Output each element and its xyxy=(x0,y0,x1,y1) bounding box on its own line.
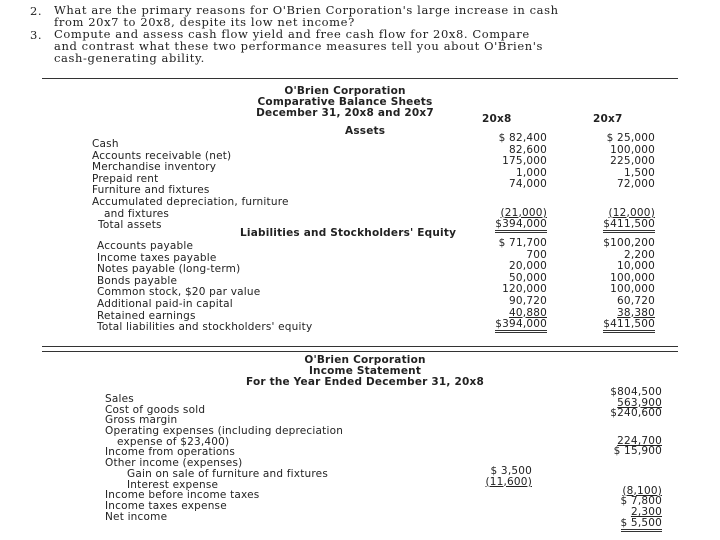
value-cell: 120,000 xyxy=(502,283,547,296)
value-cell: 2,300 xyxy=(630,505,662,518)
value-cell: 2,200 xyxy=(623,248,655,261)
col-header-20x7: 20x7 xyxy=(593,113,623,125)
value-cell: $ 25,000 xyxy=(606,132,655,144)
income-label: Income taxes expense xyxy=(105,499,227,512)
income-label: Gain on sale of furniture and fixtures xyxy=(127,467,328,480)
value-cell xyxy=(462,191,547,203)
asset-label: Accumulated depreciation, furniture xyxy=(92,195,289,208)
income-label: Cost of goods sold xyxy=(105,403,206,416)
value-cell: $ 15,900 xyxy=(613,445,662,458)
liability-labels xyxy=(97,241,312,334)
income-label: Net income xyxy=(105,510,168,523)
value-cell xyxy=(470,437,532,448)
value-cell: (8,100) xyxy=(622,484,662,497)
value-cell: 100,000 xyxy=(610,271,655,284)
value-cell: $411,500 xyxy=(570,319,655,331)
income-label: Operating expenses (including depreciation xyxy=(105,425,344,438)
value-cell: 1,500 xyxy=(623,166,655,179)
income-label: expense of $23,400) xyxy=(117,435,230,448)
question-line: What are the primary reasons for O'Brien Corporation's large increase in cash xyxy=(54,3,559,17)
value-cell: $240,600 xyxy=(610,407,662,420)
asset-label: and fixtures xyxy=(104,207,170,220)
value-cell: 225,000 xyxy=(610,155,655,168)
asset-label: Prepaid rent xyxy=(92,172,159,185)
question-2 xyxy=(30,3,559,29)
liability-label: Bonds payable xyxy=(97,274,178,287)
liability-label: Additional paid-in capital xyxy=(97,297,233,310)
asset-label: Cash xyxy=(92,138,119,150)
value-cell xyxy=(582,457,662,468)
value-cell: 72,000 xyxy=(617,178,655,191)
balance-sheet-title: O'Brien Corporation Comparative Balance Sheets December 31, 20x8 and 20x7 xyxy=(256,85,434,119)
income-label: Income from operations xyxy=(105,446,236,459)
value-cell: $ 71,700 xyxy=(498,237,547,249)
value-cell: 224,700 xyxy=(617,434,662,447)
value-cell: 90,720 xyxy=(509,294,547,307)
value-cell: (11,600) xyxy=(485,475,532,488)
divider-middle xyxy=(42,346,678,347)
value-cell xyxy=(570,191,655,203)
value-cell: $411,500 xyxy=(570,219,655,231)
value-cell: 175,000 xyxy=(502,155,547,168)
value-cell xyxy=(582,419,662,430)
value-cell xyxy=(470,405,532,416)
value-cell xyxy=(470,426,532,437)
value-cell: (21,000) xyxy=(500,206,547,219)
value-cell: $ 5,500 xyxy=(582,518,662,529)
income-label: Sales xyxy=(105,393,134,405)
asset-label: Total assets xyxy=(98,219,162,232)
value-cell: $ 3,500 xyxy=(490,464,532,477)
value-cell xyxy=(470,394,532,405)
question-3 xyxy=(30,27,544,65)
liability-label: Income taxes payable xyxy=(97,251,217,264)
liability-label: Accounts payable xyxy=(97,240,194,252)
value-cell: (12,000) xyxy=(608,206,655,219)
value-cell: $ 7,800 xyxy=(620,495,662,508)
value-cell xyxy=(470,498,532,509)
question-line: Compute and assess cash flow yield and free cash flow for 20x8. Compare xyxy=(54,27,530,41)
value-cell: 100,000 xyxy=(610,283,655,296)
income-statement-title: O'Brien Corporation Income Statement For the Year Ended December 31, 20x8 xyxy=(246,354,484,388)
value-cell: 563,900 xyxy=(617,396,662,409)
liability-values-20x7 xyxy=(570,238,655,331)
value-cell xyxy=(470,509,532,520)
assets-heading: Assets xyxy=(345,125,386,137)
value-cell: $394,000 xyxy=(462,319,547,331)
liability-label: Common stock, $20 par value xyxy=(97,286,261,299)
liability-label: Retained earnings xyxy=(97,309,196,322)
asset-values-20x8 xyxy=(462,133,547,231)
question-line: and contrast what these two performance measures tell you about O'Brien's xyxy=(54,39,544,53)
value-cell: $394,000 xyxy=(462,219,547,231)
value-cell: 40,880 xyxy=(509,306,547,319)
income-mid-values xyxy=(470,394,532,519)
divider-middle-2 xyxy=(42,351,678,352)
income-right-values xyxy=(582,387,662,528)
income-label: Interest expense xyxy=(127,478,219,491)
income-label: Gross margin xyxy=(105,414,178,427)
value-cell: 50,000 xyxy=(509,271,547,284)
value-cell: $100,200 xyxy=(603,237,655,249)
value-cell xyxy=(470,447,532,458)
value-cell: 60,720 xyxy=(617,294,655,307)
income-labels xyxy=(105,394,343,522)
asset-values-20x7 xyxy=(570,133,655,231)
value-cell: 20,000 xyxy=(509,260,547,273)
question-line: cash-generating ability. xyxy=(54,51,205,65)
income-label: Income before income taxes xyxy=(105,489,260,502)
value-cell: 82,600 xyxy=(509,143,547,156)
value-cell: $ 82,400 xyxy=(498,132,547,144)
question-number: 2. xyxy=(30,4,43,18)
question-line: from 20x7 to 20x8, despite its low net income? xyxy=(54,15,355,29)
asset-label: Furniture and fixtures xyxy=(92,184,210,197)
value-cell: 100,000 xyxy=(610,143,655,156)
value-cell xyxy=(470,415,532,426)
value-cell: $804,500 xyxy=(610,386,662,398)
value-cell: 10,000 xyxy=(617,260,655,273)
value-cell: 38,380 xyxy=(617,306,655,319)
value-cell: 74,000 xyxy=(509,178,547,191)
liabilities-heading: Liabilities and Stockholders' Equity xyxy=(240,227,457,239)
col-header-20x8: 20x8 xyxy=(482,113,512,125)
liability-label: Notes payable (long-term) xyxy=(97,263,241,276)
value-cell: 1,000 xyxy=(515,166,547,179)
liability-label: Total liabilities and stockholders' equity xyxy=(97,321,313,334)
liability-values-20x8 xyxy=(462,238,547,331)
asset-label: Merchandise inventory xyxy=(92,161,217,174)
value-cell xyxy=(470,487,532,498)
asset-label: Accounts receivable (net) xyxy=(92,149,232,162)
asset-labels xyxy=(92,139,289,232)
question-number: 3. xyxy=(30,28,43,42)
value-cell xyxy=(582,468,662,479)
income-label: Other income (expenses) xyxy=(105,457,243,470)
value-cell: 700 xyxy=(526,248,547,261)
divider-top xyxy=(42,78,678,79)
